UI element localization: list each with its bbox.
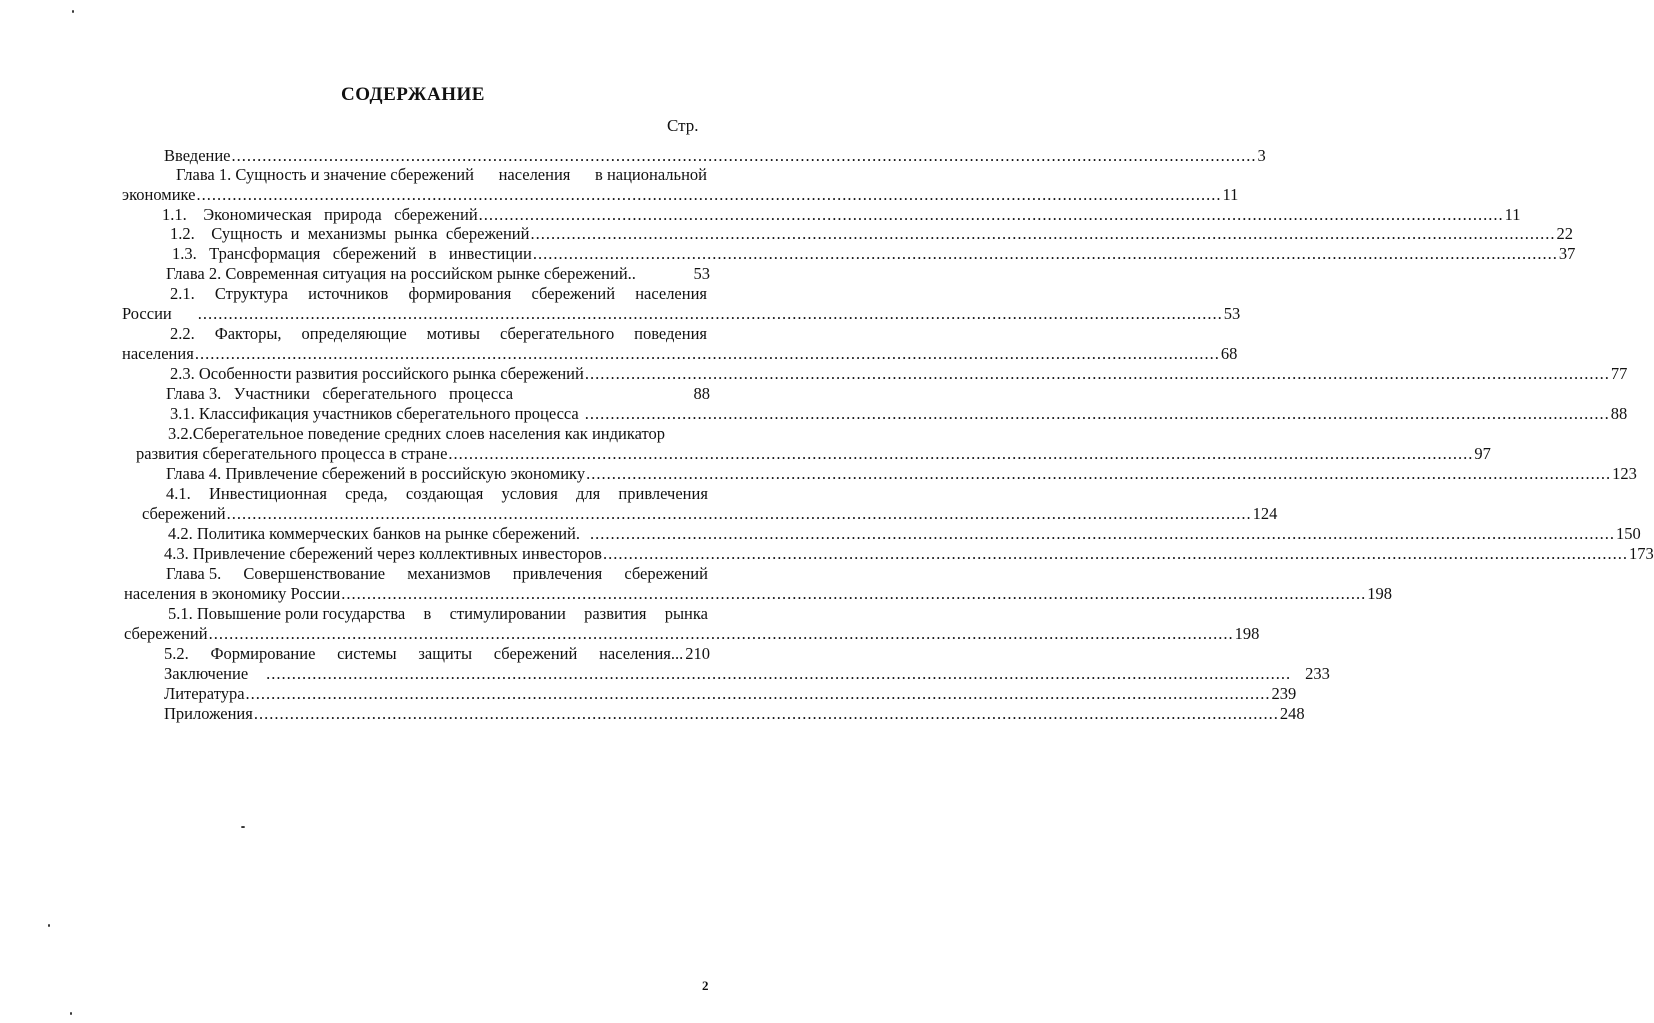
toc-entry-2-2-line1: 2.2. Факторы, определяющие мотивы сберегательного поведения [170,324,707,343]
toc-entry-text: Введение [164,146,231,165]
toc-entry-appendix: Приложения ........................................................................................................................................................................................................ 248 [164,704,1305,723]
toc-entry-page: 233 [1305,664,1330,683]
toc-entry-page: 68 [1220,344,1238,363]
toc-entry-page: 3 [1257,146,1266,165]
toc-entry-page: 37 [1558,244,1576,263]
toc-entry-chapter-5-line1: Глава 5. Совершенствование механизмов привлечения сбережений [166,564,708,583]
toc-entry-2-1-line2: России ........................................................................................................................................................................................................ 53 [122,304,1241,323]
toc-entry-2-3: 2.3. Особенности развития российского рынка сбережений ........................................................................................................................................................................................................ 77 [170,364,1628,383]
toc-entry-4-3: 4.3. Привлечение сбережений через коллективных инвесторов ........................................................................................................................................................................................................ 173 [164,544,1654,563]
toc-entry-2-2-line2: населения ........................................................................................................................................................................................................ 68 [122,344,1238,363]
toc-entry-1-3: 1.3. Трансформация сбережений в инвестиции ........................................................................................................................................................................................................ 37 [172,244,1576,263]
toc-entry-page: 173 [1628,544,1654,563]
toc-entry-chapter-3: Глава 3. Участники сберегательного процесса 88 [166,384,710,403]
toc-entry-4-1-line2: сбережений ........................................................................................................................................................................................................ 124 [142,504,1278,523]
toc-entry-page: 248 [1279,704,1305,723]
toc-entry-1-1: 1.1. Экономическая природа сбережений ........................................................................................................................................................................................................ 11 [162,205,1521,224]
toc-entry-1-2: 1.2. Сущность и механизмы рынка сбережений ........................................................................................................................................................................................................ 22 [170,224,1573,243]
toc-entry-chapter-2: Глава 2. Современная ситуация на российском рынке сбережений.. 53 [166,264,710,283]
toc-entry-page: 11 [1222,185,1239,204]
toc-entry-4-1-line1: 4.1. Инвестиционная среда, создающая условия для привлечения [166,484,708,503]
toc-entry-5-1-line2: сбережений ........................................................................................................................................................................................................ 198 [124,624,1260,643]
scan-speck [72,10,74,13]
toc-entry-page: 77 [1610,364,1628,383]
toc-entry-page: 11 [1504,205,1521,224]
toc-entry-conclusion: Заключение ........................................................................................................................................................................................................ 233 [164,664,1330,683]
toc-entry-page: 53 [693,264,710,283]
toc-entry-page: 22 [1556,224,1573,243]
toc-entry-literature: Литература ........................................................................................................................................................................................................ 239 [164,684,1297,703]
toc-entry-3-2-line1: 3.2.Сберегательное поведение средних слоев населения как индикатор [168,424,665,443]
page-title: СОДЕРЖАНИЕ [341,84,485,105]
toc-entry-page: 198 [1234,624,1260,643]
page-number: 2 [702,978,709,993]
scan-speck [70,1012,72,1015]
toc-entry-3-1: 3.1. Классификация участников сберегательного процесса ........................................................................................................................................................................................................ 88 [170,404,1628,423]
toc-entry-page: 239 [1271,684,1297,703]
scan-speck [241,826,245,828]
toc-entry-5-2: 5.2. Формирование системы защиты сбережений населения... 210 [164,644,710,663]
toc-entry-page: 123 [1612,464,1637,483]
scan-speck [48,924,50,927]
toc-entry-page: 124 [1252,504,1278,523]
toc-entry-page: 150 [1616,524,1641,543]
toc-entry-chapter-1-line2: экономике ........................................................................................................................................................................................................ 11 [122,185,1239,204]
toc-entry-page: 97 [1474,444,1491,463]
toc-entry-page: 88 [1610,404,1628,423]
toc-entry-chapter-4: Глава 4. Привлечение сбережений в российскую экономику ........................................................................................................................................................................................................ 123 [166,464,1637,483]
toc-entry-2-1-line1: 2.1. Структура источников формирования сбережений населения [170,284,707,303]
toc-entry-chapter-5-line2: населения в экономику России ........................................................................................................................................................................................................ 198 [124,584,1393,603]
toc-entry-page: 88 [693,384,710,403]
toc-entry-page: 210 [685,644,710,663]
page-column-label: Стр. [667,116,699,135]
toc-entry-chapter-1-line1: Глава 1. Сущность и значение сбережений населения в национальной [176,165,707,184]
toc-entry-5-1-line1: 5.1. Повышение роли государства в стимулировании развития рынка [168,604,708,623]
toc-entry-3-2-line2: развития сберегательного процесса в стране ........................................................................................................................................................................................................ 97 [136,444,1491,463]
toc-entry-4-2: 4.2. Политика коммерческих банков на рынке сбережений. ........................................................................................................................................................................................................ 150 [168,524,1641,543]
toc-entry-page: 198 [1367,584,1393,603]
toc-entry-intro: Введение ........................................................................................................................................................................................................ 3 [164,146,1266,165]
toc-entry-page: 53 [1223,304,1241,323]
